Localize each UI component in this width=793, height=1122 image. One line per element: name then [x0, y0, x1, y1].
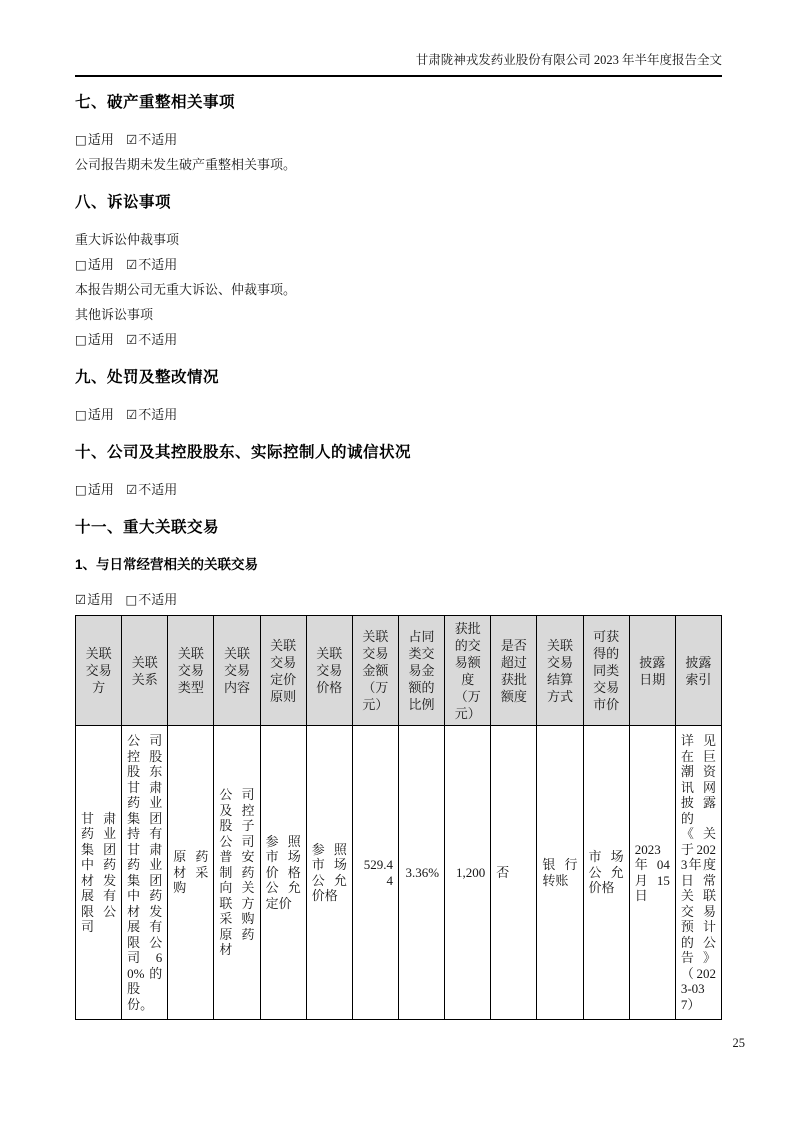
major-litigation-note: 本报告期公司无重大诉讼、仲裁事项。 [75, 282, 297, 297]
cell-transaction-price: 参照市场公允价格 [306, 726, 352, 1020]
table-header-row [76, 616, 722, 726]
section-title-bankruptcy: 七、破产重整相关事项 [75, 94, 236, 111]
col-header-market-price: 可获得的同类交易市价 [583, 616, 629, 726]
cell-proportion: 3.36% [398, 726, 444, 1020]
option-not-applicable [125, 592, 177, 607]
cell-settlement-method: 银行转账 [537, 726, 583, 1020]
col-header-disclosure-date: 披露日期 [629, 616, 675, 726]
checkbox-unchecked-icon: □ [75, 132, 87, 147]
option-applicable [75, 332, 114, 347]
col-header-relationship: 关联关系 [122, 616, 168, 726]
not-applicable-label: 不适用 [138, 257, 178, 272]
cell-disclosure-index: 详见在巨潮资讯网披露的《关于2023年度日常关联交易预计的公告》（2023-037） [675, 726, 721, 1020]
table-row [76, 726, 722, 1020]
applicable-label: 适用 [87, 332, 114, 347]
major-litigation-label: 重大诉讼仲裁事项 [75, 232, 180, 247]
col-header-transaction-type: 关联交易类型 [168, 616, 214, 726]
bankruptcy-note: 公司报告期未发生破产重整相关事项。 [75, 157, 297, 172]
checkbox-checked-icon: ☑ [75, 592, 87, 607]
col-header-disclosure-index: 披露索引 [675, 616, 721, 726]
option-not-applicable [126, 257, 177, 272]
option-applicable [75, 132, 114, 147]
col-header-settlement-method: 关联交易结算方式 [537, 616, 583, 726]
option-not-applicable [126, 132, 177, 147]
col-header-exceed-quota: 是否超过获批额度 [491, 616, 537, 726]
checkbox-checked-icon: ☑ [126, 132, 138, 147]
option-applicable [75, 257, 114, 272]
page-number: 25 [732, 1036, 745, 1050]
section-title-related-transactions: 十一、重大关联交易 [75, 519, 220, 536]
col-header-approved-quota: 获批的交易额度（万元） [445, 616, 491, 726]
option-not-applicable [126, 407, 177, 422]
col-header-transaction-content: 关联交易内容 [214, 616, 260, 726]
option-not-applicable [126, 482, 177, 497]
not-applicable-label: 不适用 [138, 332, 178, 347]
checkbox-unchecked-icon: □ [75, 407, 87, 422]
applicable-label: 适用 [87, 592, 114, 607]
cell-transaction-amount: 529.44 [352, 726, 398, 1020]
applicability-line-daily-related [75, 587, 722, 612]
section-title-integrity: 十、公司及其控股股东、实际控制人的诚信状况 [75, 444, 412, 461]
related-transactions-table [75, 615, 722, 1020]
checkbox-checked-icon: ☑ [126, 257, 138, 272]
not-applicable-label: 不适用 [138, 482, 178, 497]
option-not-applicable [126, 332, 177, 347]
col-header-proportion: 占同类交易金额的比例 [398, 616, 444, 726]
cell-pricing-principle: 参照市场价格公允定价 [260, 726, 306, 1020]
option-applicable [75, 407, 114, 422]
applicable-label: 适用 [87, 407, 114, 422]
applicability-line-major-litigation [75, 252, 722, 277]
checkbox-unchecked-icon: □ [125, 592, 138, 607]
applicable-label: 适用 [87, 257, 114, 272]
cell-relationship: 公司控股股东甘肃药业集团持有甘肃药业集团中药材发展有限公司60%的股份。 [122, 726, 168, 1020]
option-applicable [75, 592, 113, 607]
col-header-related-party: 关联交易方 [76, 616, 122, 726]
not-applicable-label: 不适用 [138, 592, 178, 607]
option-applicable [75, 482, 114, 497]
section-title-penalties: 九、处罚及整改情况 [75, 369, 220, 386]
checkbox-checked-icon: ☑ [126, 482, 138, 497]
cell-exceed-quota: 否 [491, 726, 537, 1020]
checkbox-checked-icon: ☑ [126, 332, 138, 347]
applicability-line-penalties [75, 402, 722, 427]
document-header [75, 52, 722, 77]
cell-approved-quota: 1,200 [445, 726, 491, 1020]
cell-disclosure-date: 2023年04月15日 [629, 726, 675, 1020]
applicability-line-integrity [75, 477, 722, 502]
applicable-label: 适用 [87, 482, 114, 497]
applicability-line-other-litigation [75, 327, 722, 352]
applicable-label: 适用 [87, 132, 114, 147]
checkbox-unchecked-icon: □ [75, 482, 87, 497]
not-applicable-label: 不适用 [138, 407, 178, 422]
col-header-transaction-price: 关联交易价格 [306, 616, 352, 726]
cell-related-party: 甘肃药业集团中药材发展有限公司 [76, 726, 122, 1020]
section-title-litigation: 八、诉讼事项 [75, 194, 172, 211]
checkbox-unchecked-icon: □ [75, 257, 87, 272]
cell-transaction-type: 原药材采购 [168, 726, 214, 1020]
cell-transaction-content: 公司及控股子公司普安制药向关联方采购原药材 [214, 726, 260, 1020]
document-header-title: 甘肃陇神戎发药业股份有限公司 2023 年半年度报告全文 [415, 53, 722, 67]
checkbox-unchecked-icon: □ [75, 332, 87, 347]
col-header-transaction-amount: 关联交易金额（万元） [352, 616, 398, 726]
checkbox-checked-icon: ☑ [126, 407, 138, 422]
col-header-pricing-principle: 关联交易定价原则 [260, 616, 306, 726]
applicability-line-bankruptcy [75, 127, 722, 152]
not-applicable-label: 不适用 [138, 132, 178, 147]
subsection-title-daily-related-transactions: 1、与日常经营相关的关联交易 [75, 557, 259, 572]
other-litigation-label: 其他诉讼事项 [75, 307, 154, 322]
cell-market-price: 市场公允价格 [583, 726, 629, 1020]
